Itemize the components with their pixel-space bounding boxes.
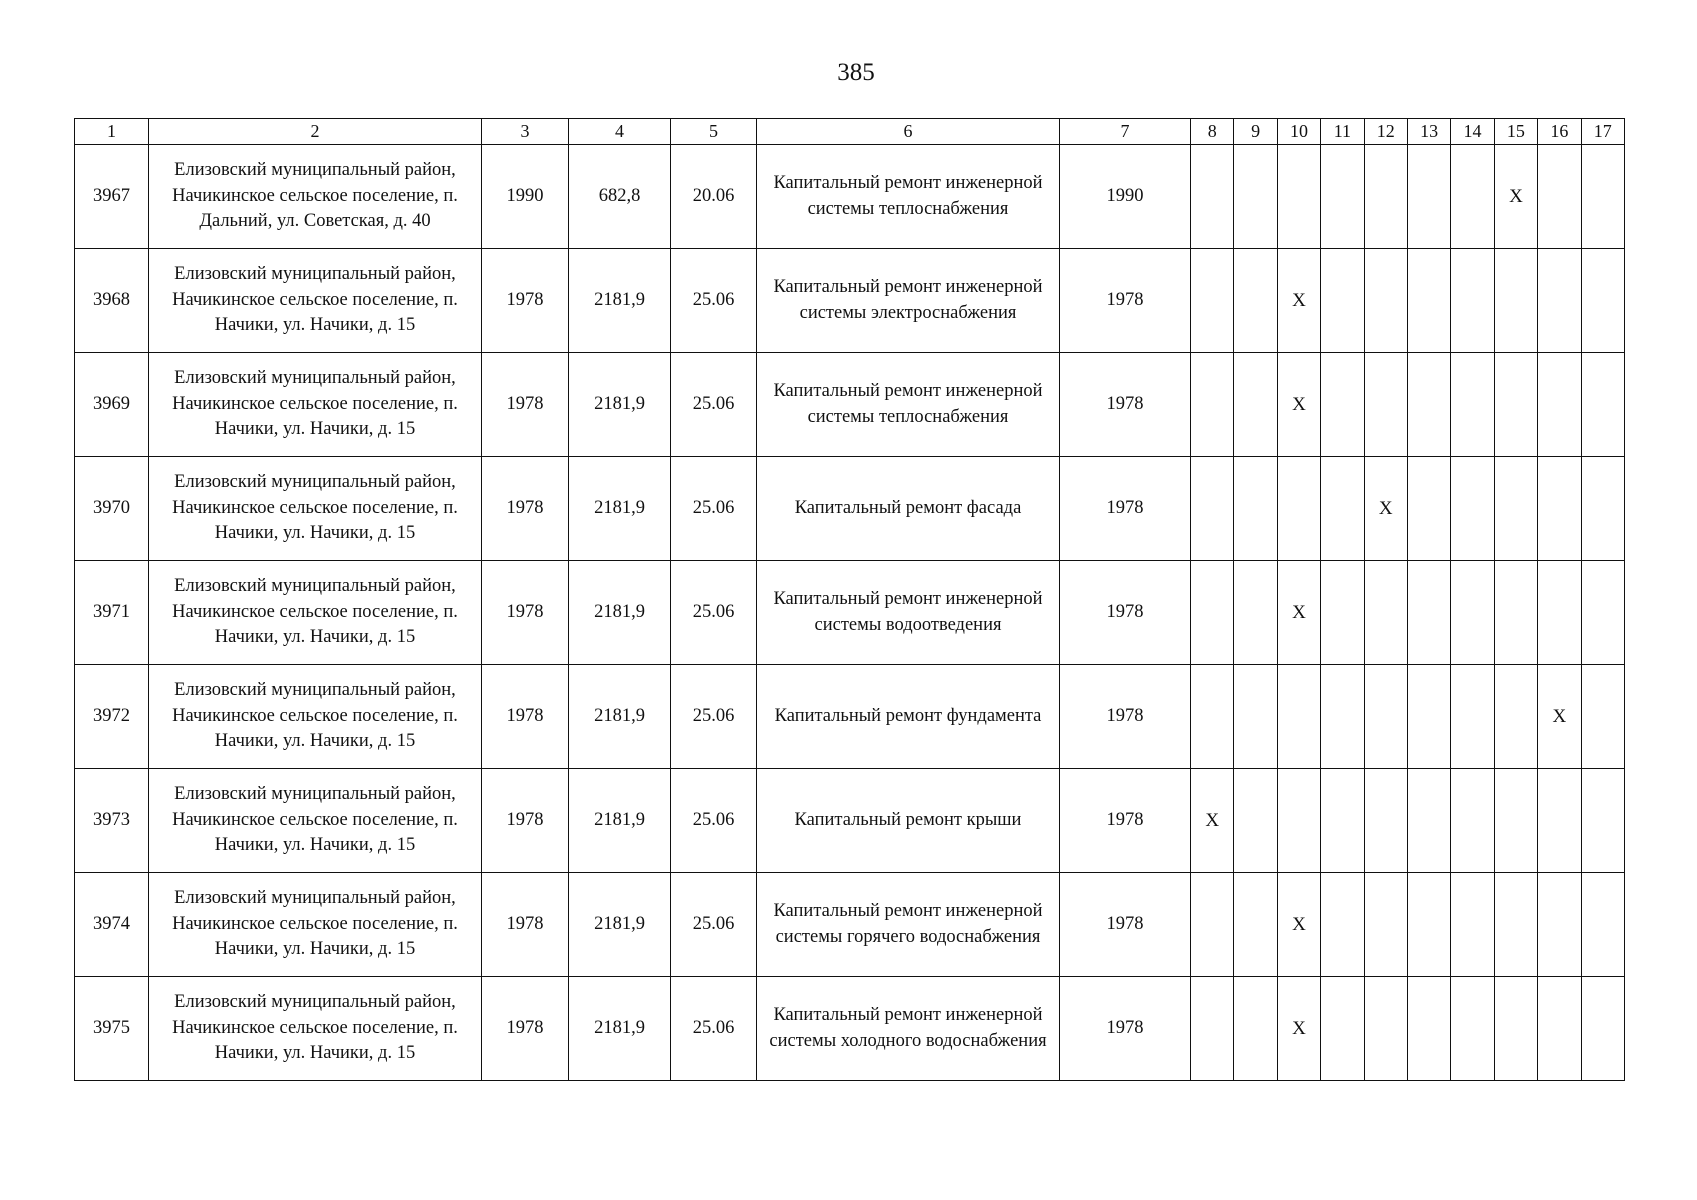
mark-cell: X	[1277, 249, 1320, 353]
mark-cell	[1451, 353, 1494, 457]
mark-cell	[1538, 145, 1581, 249]
mark-cell	[1277, 665, 1320, 769]
column-header: 1	[75, 119, 149, 145]
table-row	[75, 873, 1625, 977]
mark-cell	[1277, 769, 1320, 873]
year-cell: 1978	[1060, 561, 1191, 665]
mark-cell	[1364, 249, 1407, 353]
mark-cell	[1581, 977, 1624, 1081]
area-cell: 2181,9	[569, 769, 671, 873]
area-cell: 2181,9	[569, 977, 671, 1081]
year-built-cell: 1978	[482, 977, 569, 1081]
mark-cell	[1494, 769, 1537, 873]
work-type-cell: Капитальный ремонт крыши	[757, 769, 1060, 873]
address-cell: Елизовский муниципальный район, Начикинское сельское поселение, п. Начики, ул. Начики, д. 15	[149, 457, 482, 561]
address-cell: Елизовский муниципальный район, Начикинское сельское поселение, п. Дальний, ул. Советская, д. 40	[149, 145, 482, 249]
mark-cell	[1191, 457, 1234, 561]
year-built-cell: 1978	[482, 561, 569, 665]
mark-cell	[1321, 873, 1364, 977]
work-type-cell: Капитальный ремонт инженерной системы теплоснабжения	[757, 145, 1060, 249]
repair-schedule-table	[74, 118, 1625, 1081]
mark-cell	[1234, 665, 1277, 769]
mark-cell	[1451, 769, 1494, 873]
address-cell: Елизовский муниципальный район, Начикинское сельское поселение, п. Начики, ул. Начики, д. 15	[149, 665, 482, 769]
column-header: 15	[1494, 119, 1537, 145]
work-type-cell: Капитальный ремонт фундамента	[757, 665, 1060, 769]
area-cell: 2181,9	[569, 873, 671, 977]
code-cell: 25.06	[671, 769, 757, 873]
page-number: 385	[837, 59, 875, 86]
column-header: 12	[1364, 119, 1407, 145]
mark-cell	[1191, 977, 1234, 1081]
mark-cell	[1494, 353, 1537, 457]
mark-cell	[1538, 873, 1581, 977]
work-type-cell: Капитальный ремонт инженерной системы водоотведения	[757, 561, 1060, 665]
mark-cell	[1234, 353, 1277, 457]
year-cell: 1990	[1060, 145, 1191, 249]
column-header: 3	[482, 119, 569, 145]
table-row	[75, 249, 1625, 353]
work-type-cell: Капитальный ремонт инженерной системы горячего водоснабжения	[757, 873, 1060, 977]
mark-cell	[1581, 249, 1624, 353]
mark-cell	[1581, 457, 1624, 561]
code-cell: 25.06	[671, 249, 757, 353]
column-header: 5	[671, 119, 757, 145]
mark-cell	[1364, 145, 1407, 249]
mark-cell	[1364, 353, 1407, 457]
mark-cell	[1321, 457, 1364, 561]
mark-cell	[1451, 145, 1494, 249]
mark-cell	[1581, 873, 1624, 977]
work-type-cell: Капитальный ремонт фасада	[757, 457, 1060, 561]
code-cell: 25.06	[671, 353, 757, 457]
mark-cell	[1407, 353, 1450, 457]
table-row	[75, 145, 1625, 249]
mark-cell	[1234, 769, 1277, 873]
mark-cell	[1451, 249, 1494, 353]
mark-cell	[1191, 873, 1234, 977]
mark-cell	[1451, 977, 1494, 1081]
mark-cell	[1277, 145, 1320, 249]
mark-cell	[1538, 249, 1581, 353]
table-row	[75, 665, 1625, 769]
mark-cell	[1538, 353, 1581, 457]
mark-cell	[1364, 873, 1407, 977]
mark-cell	[1494, 977, 1537, 1081]
work-type-cell: Капитальный ремонт инженерной системы холодного водоснабжения	[757, 977, 1060, 1081]
column-header: 11	[1321, 119, 1364, 145]
code-cell: 25.06	[671, 561, 757, 665]
area-cell: 682,8	[569, 145, 671, 249]
year-built-cell: 1978	[482, 249, 569, 353]
year-built-cell: 1978	[482, 353, 569, 457]
table-row	[75, 561, 1625, 665]
mark-cell	[1321, 145, 1364, 249]
column-header: 6	[757, 119, 1060, 145]
row-number-cell: 3970	[75, 457, 149, 561]
mark-cell	[1364, 665, 1407, 769]
mark-cell	[1451, 457, 1494, 561]
work-type-cell: Капитальный ремонт инженерной системы электроснабжения	[757, 249, 1060, 353]
mark-cell	[1407, 769, 1450, 873]
mark-cell: X	[1277, 977, 1320, 1081]
mark-cell	[1234, 457, 1277, 561]
mark-cell	[1321, 353, 1364, 457]
area-cell: 2181,9	[569, 249, 671, 353]
mark-cell	[1234, 145, 1277, 249]
mark-cell	[1451, 873, 1494, 977]
column-header: 7	[1060, 119, 1191, 145]
work-type-cell: Капитальный ремонт инженерной системы теплоснабжения	[757, 353, 1060, 457]
year-cell: 1978	[1060, 353, 1191, 457]
row-number-cell: 3972	[75, 665, 149, 769]
mark-cell	[1191, 561, 1234, 665]
mark-cell	[1407, 977, 1450, 1081]
year-built-cell: 1978	[482, 457, 569, 561]
column-header: 8	[1191, 119, 1234, 145]
mark-cell: X	[1364, 457, 1407, 561]
mark-cell	[1451, 665, 1494, 769]
row-number-cell: 3971	[75, 561, 149, 665]
mark-cell	[1407, 665, 1450, 769]
mark-cell	[1581, 665, 1624, 769]
mark-cell	[1321, 665, 1364, 769]
mark-cell	[1277, 457, 1320, 561]
mark-cell	[1234, 249, 1277, 353]
code-cell: 25.06	[671, 457, 757, 561]
mark-cell: X	[1494, 145, 1537, 249]
address-cell: Елизовский муниципальный район, Начикинское сельское поселение, п. Начики, ул. Начики, д. 15	[149, 561, 482, 665]
year-cell: 1978	[1060, 457, 1191, 561]
year-built-cell: 1990	[482, 145, 569, 249]
area-cell: 2181,9	[569, 665, 671, 769]
mark-cell: X	[1277, 873, 1320, 977]
mark-cell	[1581, 145, 1624, 249]
code-cell: 25.06	[671, 665, 757, 769]
row-number-cell: 3973	[75, 769, 149, 873]
mark-cell: X	[1277, 561, 1320, 665]
address-cell: Елизовский муниципальный район, Начикинское сельское поселение, п. Начики, ул. Начики, д. 15	[149, 873, 482, 977]
mark-cell	[1407, 249, 1450, 353]
column-header: 9	[1234, 119, 1277, 145]
mark-cell	[1494, 457, 1537, 561]
code-cell: 25.06	[671, 873, 757, 977]
mark-cell	[1234, 873, 1277, 977]
year-cell: 1978	[1060, 873, 1191, 977]
table-row	[75, 769, 1625, 873]
code-cell: 20.06	[671, 145, 757, 249]
row-number-cell: 3974	[75, 873, 149, 977]
row-number-cell: 3968	[75, 249, 149, 353]
mark-cell: X	[1538, 665, 1581, 769]
mark-cell	[1581, 353, 1624, 457]
mark-cell	[1407, 145, 1450, 249]
mark-cell	[1407, 873, 1450, 977]
mark-cell	[1364, 769, 1407, 873]
mark-cell	[1538, 561, 1581, 665]
mark-cell	[1538, 457, 1581, 561]
mark-cell	[1538, 769, 1581, 873]
mark-cell	[1321, 561, 1364, 665]
table-row	[75, 353, 1625, 457]
mark-cell	[1321, 769, 1364, 873]
mark-cell	[1581, 769, 1624, 873]
year-built-cell: 1978	[482, 873, 569, 977]
mark-cell	[1494, 873, 1537, 977]
year-cell: 1978	[1060, 249, 1191, 353]
mark-cell	[1494, 561, 1537, 665]
mark-cell	[1191, 665, 1234, 769]
table-row	[75, 977, 1625, 1081]
row-number-cell: 3967	[75, 145, 149, 249]
area-cell: 2181,9	[569, 457, 671, 561]
mark-cell	[1494, 249, 1537, 353]
year-built-cell: 1978	[482, 769, 569, 873]
mark-cell	[1538, 977, 1581, 1081]
column-header: 13	[1407, 119, 1450, 145]
mark-cell	[1451, 561, 1494, 665]
mark-cell	[1191, 249, 1234, 353]
mark-cell	[1234, 977, 1277, 1081]
column-number-row	[75, 119, 1625, 145]
column-header: 17	[1581, 119, 1624, 145]
mark-cell	[1321, 249, 1364, 353]
row-number-cell: 3975	[75, 977, 149, 1081]
mark-cell	[1191, 145, 1234, 249]
column-header: 16	[1538, 119, 1581, 145]
address-cell: Елизовский муниципальный район, Начикинское сельское поселение, п. Начики, ул. Начики, д. 15	[149, 249, 482, 353]
row-number-cell: 3969	[75, 353, 149, 457]
mark-cell	[1234, 561, 1277, 665]
year-cell: 1978	[1060, 665, 1191, 769]
mark-cell	[1364, 977, 1407, 1081]
mark-cell	[1581, 561, 1624, 665]
mark-cell	[1494, 665, 1537, 769]
mark-cell	[1191, 353, 1234, 457]
area-cell: 2181,9	[569, 561, 671, 665]
address-cell: Елизовский муниципальный район, Начикинское сельское поселение, п. Начики, ул. Начики, д. 15	[149, 353, 482, 457]
address-cell: Елизовский муниципальный район, Начикинское сельское поселение, п. Начики, ул. Начики, д. 15	[149, 977, 482, 1081]
column-header: 14	[1451, 119, 1494, 145]
year-built-cell: 1978	[482, 665, 569, 769]
mark-cell	[1407, 561, 1450, 665]
mark-cell	[1321, 977, 1364, 1081]
code-cell: 25.06	[671, 977, 757, 1081]
column-header: 2	[149, 119, 482, 145]
column-header: 4	[569, 119, 671, 145]
table-body	[75, 145, 1625, 1081]
table-row	[75, 457, 1625, 561]
mark-cell: X	[1277, 353, 1320, 457]
area-cell: 2181,9	[569, 353, 671, 457]
address-cell: Елизовский муниципальный район, Начикинское сельское поселение, п. Начики, ул. Начики, д. 15	[149, 769, 482, 873]
mark-cell	[1407, 457, 1450, 561]
year-cell: 1978	[1060, 769, 1191, 873]
year-cell: 1978	[1060, 977, 1191, 1081]
column-header: 10	[1277, 119, 1320, 145]
mark-cell: X	[1191, 769, 1234, 873]
mark-cell	[1364, 561, 1407, 665]
